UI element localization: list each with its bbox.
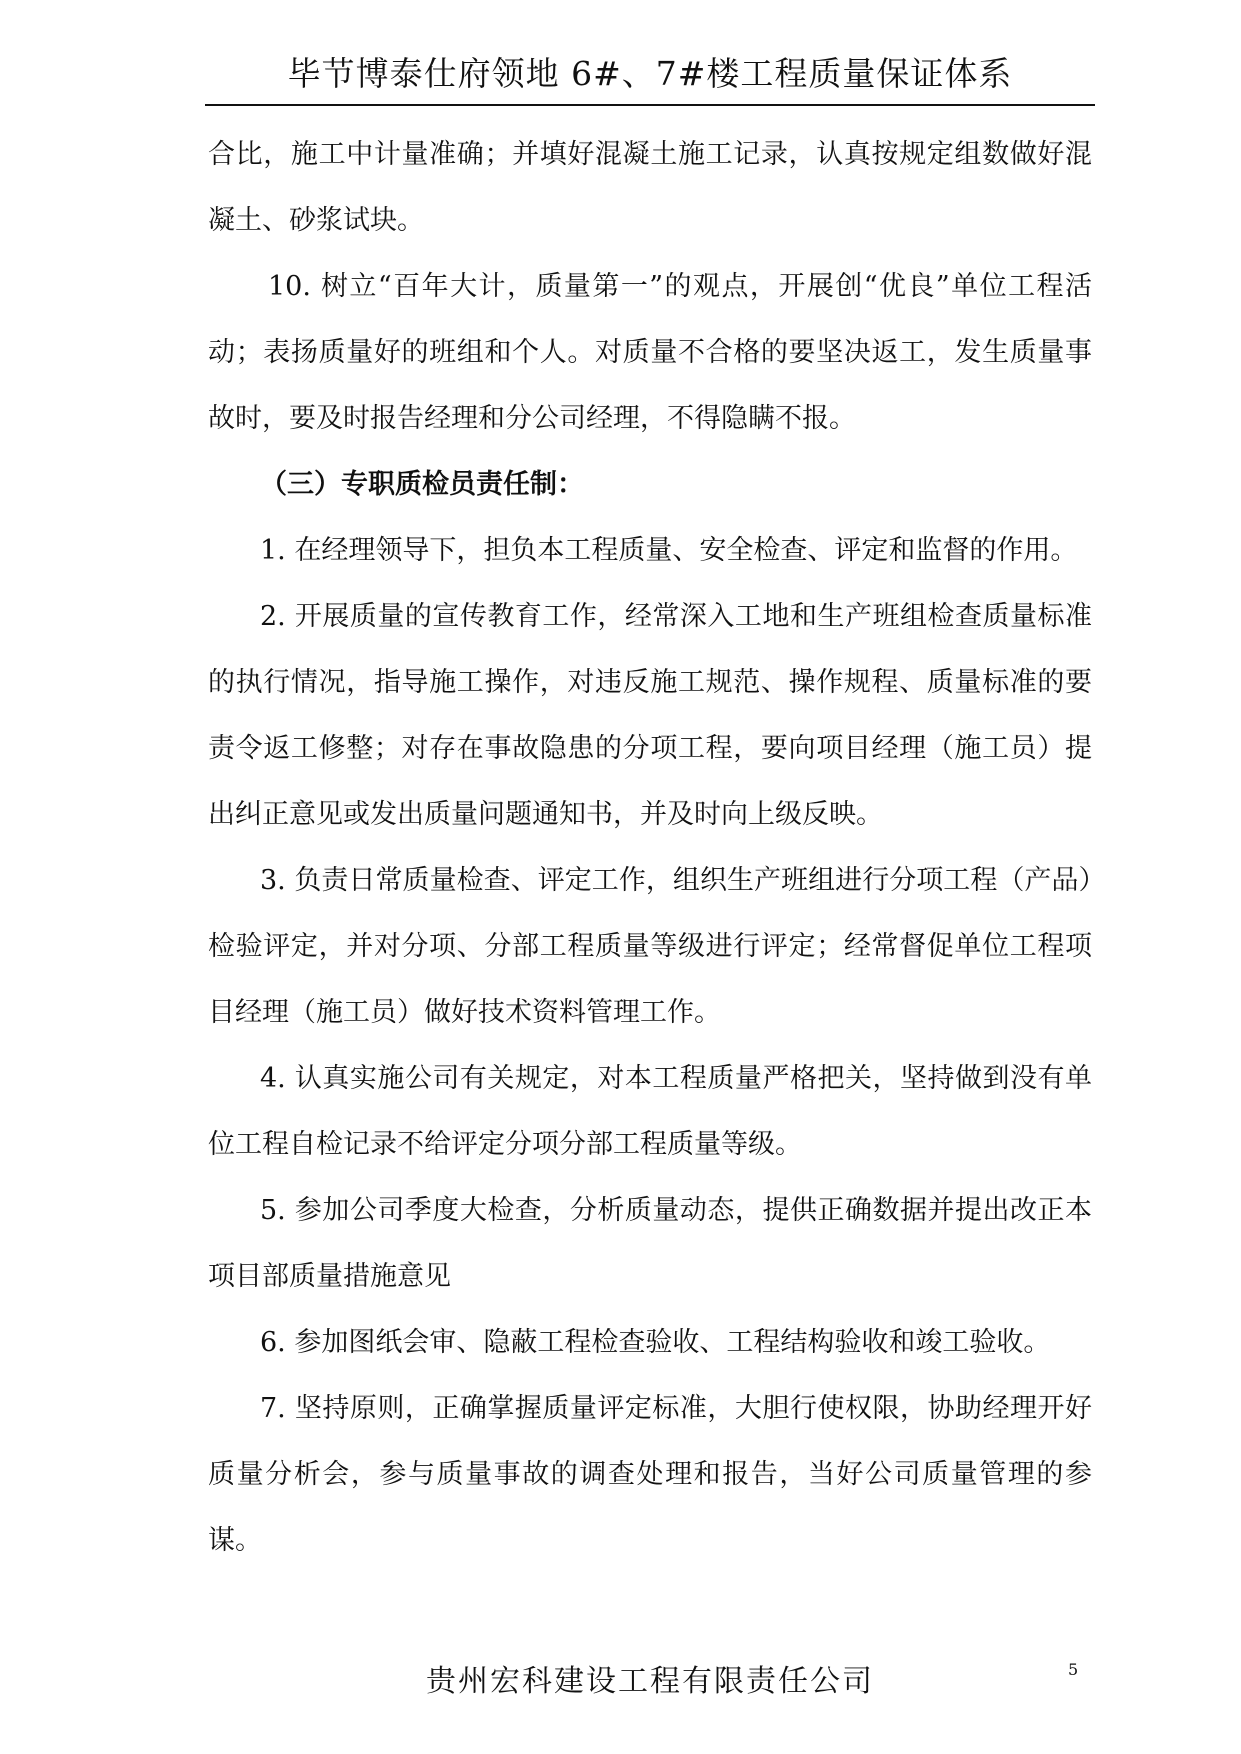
list-item-6: 6. 参加图纸会审、隐蔽工程检查验收、工程结构验收和竣工验收。 — [260, 1327, 1051, 1358]
list-item-7: 7. 坚持原则，正确掌握质量评定标准，大胆行使权限，协助经理开好质量分析会，参与质量事故的调查处理和报告，当好公司质量管理的参谋。 — [208, 1393, 1092, 1556]
list-item-1: 1. 在经理领导下，担负本工程质量、安全检查、评定和监督的作用。 — [260, 535, 1078, 566]
body-text — [208, 122, 1092, 1574]
list-item-3: 3. 负责日常质量检查、评定工作，组织生产班组进行分项工程（产品）检验评定，并对分项、分部工程质量等级进行评定；经常督促单位工程项目经理（施工员）做好技术资料管理工作。 — [208, 865, 1092, 1028]
paragraph-continuation: 合比，施工中计量准确；并填好混凝土施工记录，认真按规定组数做好混凝土、砂浆试块。 — [208, 139, 1092, 236]
list-item-4: 4. 认真实施公司有关规定，对本工程质量严格把关，坚持做到没有单位工程自检记录不给评定分项分部工程质量等级。 — [208, 1063, 1092, 1160]
footer-company: 贵州宏科建设工程有限责任公司 — [426, 1664, 874, 1699]
header-title: 毕节博泰仕府领地 6#、7#楼工程质量保证体系 — [287, 54, 1013, 93]
paragraph-item-10: 10. 树立“百年大计，质量第一”的观点，开展创“优良”单位工程活动；表扬质量好的班组和个人。对质量不合格的要坚决返工，发生质量事故时，要及时报告经理和分公司经理，不得隐瞒不报。 — [208, 271, 1092, 434]
page-number: 5 — [1068, 1660, 1079, 1679]
list-item-5: 5. 参加公司季度大检查，分析质量动态，提供正确数据并提出改正本项目部质量措施意见 — [208, 1195, 1092, 1292]
header-rule — [205, 104, 1095, 106]
list-item-2: 2. 开展质量的宣传教育工作，经常深入工地和生产班组检查质量标准的执行情况，指导施工操作，对违反施工规范、操作规程、质量标准的要责令返工修整；对存在事故隐患的分项工程，要向项目经理（施工员）提出纠正意见或发出质量问题通知书，并及时向上级反映。 — [208, 601, 1092, 830]
section-heading: （三）专职质检员责任制： — [260, 469, 584, 500]
